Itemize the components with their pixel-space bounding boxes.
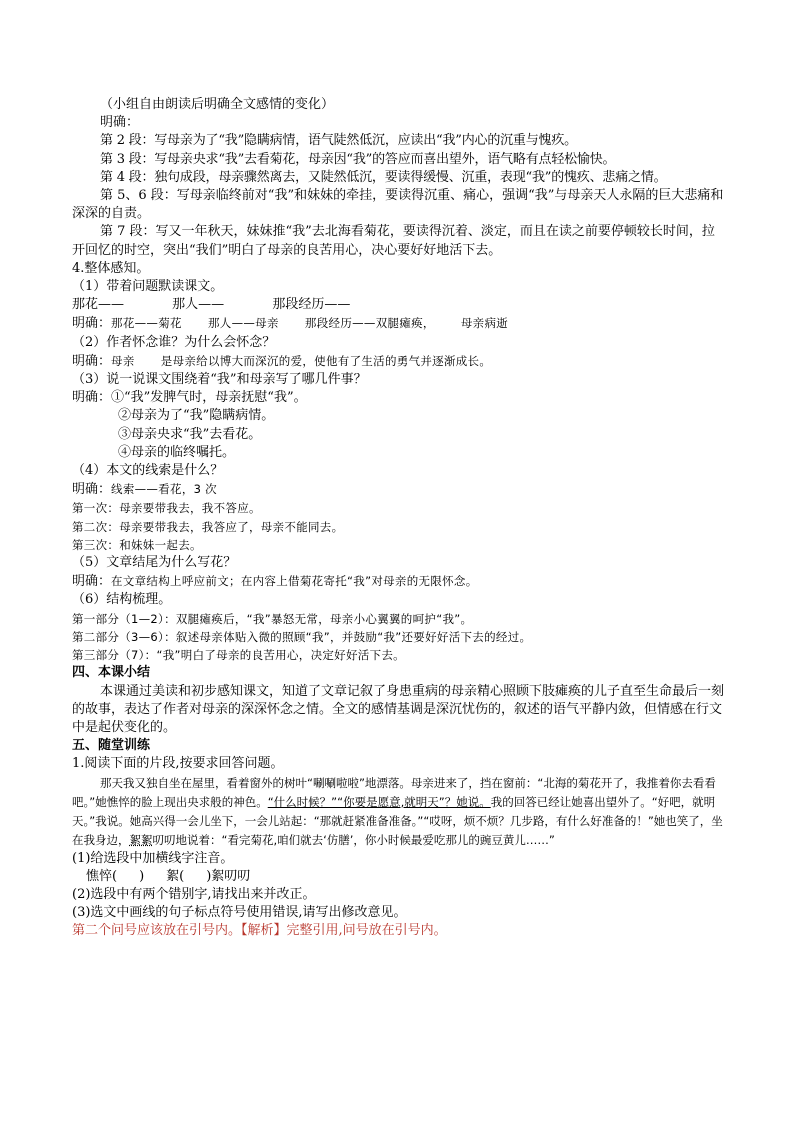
question-5: （5）文章结尾为什么写花？	[72, 555, 237, 571]
answer-experience-2: 母亲病逝	[460, 316, 509, 331]
excerpt-passage	[72, 774, 724, 850]
event-2: ②母亲为了“我”隐瞒病情。	[118, 408, 275, 424]
question-2: （2）作者怀念谁？为什么会怀念？	[72, 334, 276, 350]
document-page	[72, 96, 724, 941]
excerpt-marked-word: 絮絮	[129, 832, 153, 847]
answer-person: 那人——母亲	[207, 316, 279, 331]
excerpt-part-1: 那天我又独自坐在屋里，看着窗外的树叶“唰唰啦啦”地漂落。母亲进来了，挡在窗前：“北海的菊花开了，我推着你去看看吧。”她憔悴的脸上现出央求般的神色。	[72, 775, 716, 809]
answer-row-2	[72, 352, 724, 371]
sub-question-2: (2)选段中有两个错别字,请找出来并改正。	[72, 886, 316, 902]
answer-label: 明确：	[72, 316, 112, 332]
answer-label: 明确：	[100, 115, 140, 131]
clue-first: 第一次：母亲要带我去，我不答应。	[72, 501, 261, 516]
question-1: （1）带着问题默读课文。	[72, 279, 224, 295]
answer-flower: 那花——菊花	[111, 316, 182, 331]
section-heading-practice: 五、随堂训练	[72, 738, 151, 754]
practice-question-1: 1.阅读下面的片段,按要求回答问题。	[72, 756, 284, 772]
blank-flower: 那花——	[72, 297, 125, 313]
sub-question-3: (3)选文中画线的句子标点符号使用错误,请写出修改意见。	[72, 905, 407, 921]
answer-label: 明确：	[72, 574, 112, 590]
answer-row-4	[72, 480, 724, 499]
reading-instruction: （小组自由朗读后明确全文感情的变化）	[100, 97, 335, 112]
event-3: ③母亲央求“我”去看花。	[118, 426, 262, 442]
fill-blank-row	[72, 296, 724, 314]
paragraph-note-4: 第 4 段：独句成段，母亲骤然离去，又陡然低沉，要读得缓慢、沉重，表现“我”的愧疚、悲痛之情。	[100, 169, 667, 185]
clue-second: 第二次：母亲要带我去，我答应了，母亲不能同去。	[72, 519, 344, 534]
blank-experience: 那段经历——	[272, 297, 351, 313]
paragraph-note-2: 第 2 段：写母亲为了“我”隐瞒病情，语气陡然低沉，应读出“我”内心的沉重与愧疚。	[100, 133, 577, 149]
answer-experience: 那段经历——双腿瘫痪，	[304, 316, 435, 331]
sub-question-1: (1)给选段中加横线字注音。	[72, 850, 234, 866]
blank-xu-open: 絮(	[166, 868, 185, 884]
clue-third: 第三次：和妹妹一起去。	[72, 537, 202, 552]
answer-clue: 线索——看花，3 次	[111, 482, 217, 497]
event-4: ④母亲的临终嘱托。	[118, 444, 236, 460]
blank-qiaocui-close: )	[139, 868, 145, 884]
blank-qiaocui-open: 憔悴(	[86, 868, 118, 884]
paragraph-note-7-text: 第 7 段：写又一年秋天，妹妹推“我”去北海看菊花，要读得沉着、淡定，而且在读之前要停顿较长时间，拉开回忆的时空，突出“我们”明白了母亲的良苦用心，决心要好好地活下去。	[72, 224, 715, 258]
summary-paragraph	[72, 683, 724, 738]
paragraph-note-7	[72, 223, 724, 259]
answer-who: 母亲	[111, 353, 135, 368]
blank-xu-close: )絮叨叨	[206, 868, 251, 884]
paragraph-note-3: 第 3 段：写母亲央求“我”去看菊花，母亲因“我”的答应而喜出望外，语气略有点轻松愉快。	[100, 151, 616, 167]
paragraph-note-5-6	[72, 187, 724, 223]
section-heading-summary: 四、本课小结	[72, 665, 151, 681]
pinyin-blanks	[72, 868, 724, 886]
answer-why: 是母亲给以博大而深沉的爱，使他有了生活的勇气并逐渐成长。	[160, 353, 492, 368]
answer-row-1	[72, 314, 724, 333]
structure-part-1: 第一部分（1—2）：双腿瘫痪后，“我”暴怒无常，母亲小心翼翼的呵护“我”。	[72, 611, 473, 626]
event-1: 明确：①“我”发脾气时，母亲抚慰“我”。	[72, 390, 307, 406]
answer-row-5	[72, 572, 724, 591]
paragraph-note-5-6-text: 第 5、6 段：写母亲临终前对“我”和妹妹的牵挂，要读得沉重、痛心，强调“我”与母亲天人永隔的巨大悲痛和深深的自责。	[72, 188, 724, 222]
question-4: （4）本文的线索是什么？	[72, 463, 224, 479]
section-heading-overall: 4.整体感知。	[72, 260, 150, 276]
question-6: （6）结构梳理。	[72, 592, 172, 608]
excerpt-part-2: 我的回答已经让她喜出望外了。“好吧，就明天。”我说。她高兴得一会儿坐下，一会儿站起：“那就赶紧准备准备。”“哎呀，烦不烦？几步路，有什么好准备的！”她也笑了，坐在我身边，	[72, 794, 723, 847]
blank-person: 那人——	[172, 297, 225, 313]
excerpt-underlined-sentence: “什么时候？”“你要是愿意,就明天”？她说。	[267, 794, 491, 809]
answer-label: 明确：	[72, 482, 112, 498]
summary-text: 本课通过美读和初步感知课文，知道了文章记叙了身患重病的母亲精心照顾下肢瘫痪的儿子直至生命最后一刻的故事，表达了作者对母亲的深深怀念之情。全文的感情基调是深沉忧伤的，叙述的语气平静内敛，但情感在行文中是起伏变化的。	[72, 683, 725, 735]
structure-part-2: 第二部分（3—6）：叙述母亲体贴入微的照顾“我”，并鼓励“我”还要好好活下去的经过。	[72, 629, 532, 644]
excerpt-part-3: 叨叨地说着：“看完菊花,咱们就去‘仿膳’，你小时候最爱吃那儿的豌豆黄儿……”	[152, 832, 555, 847]
question-3: （3）说一说课文围绕着“我”和母亲写了哪几件事？	[72, 372, 367, 388]
structure-part-3: 第三部分（7）：“我”明白了母亲的良苦用心，决定好好活下去。	[72, 648, 405, 663]
answer-explanation: 第二个问号应该放在引号内。【解析】完整引用,问号放在引号内。	[72, 923, 447, 939]
answer-label: 明确：	[72, 353, 112, 369]
answer-ending: 在文章结构上呼应前文；在内容上借菊花寄托“我”对母亲的无限怀念。	[111, 574, 478, 589]
